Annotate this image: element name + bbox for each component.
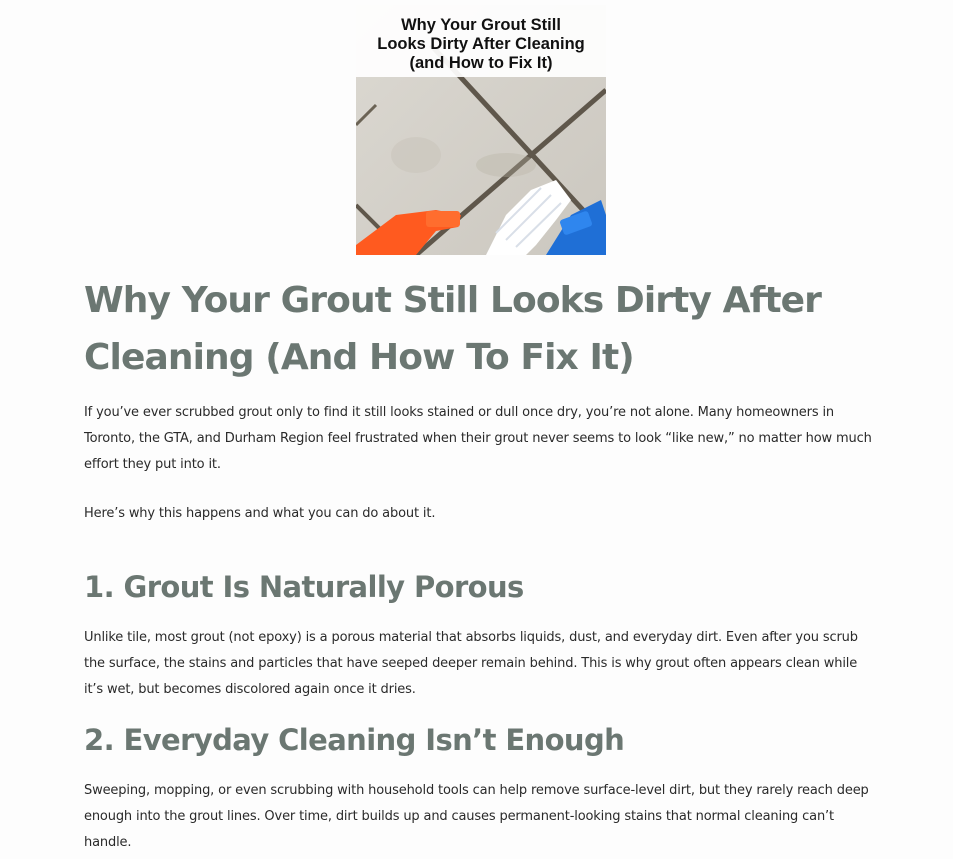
section-heading: 1. Grout Is Naturally Porous	[84, 570, 524, 604]
article-hero-image	[356, 5, 606, 255]
hero-caption-line: (and How to Fix It)	[409, 54, 553, 72]
section-paragraph: Sweeping, mopping, or even scrubbing with household tools can help remove surface-level dirt, but they rarely reach deep enough into the grout lines. Over time, dirt builds up and causes permanent-looking stains that normal cleaning can’t handle.	[84, 783, 869, 850]
hero-caption	[356, 5, 606, 77]
intro-paragraph: If you’ve ever scrubbed grout only to find it still looks stained or dull once dry, you’re not alone. Many homeowners in Toronto, the GTA, and Durham Region feel frustrated when their grout never seems to look “like new,” no matter how much effort they put into it.	[84, 405, 872, 472]
hero-caption-line: Looks Dirty After Cleaning	[377, 35, 585, 53]
section-heading: 2. Everyday Cleaning Isn’t Enough	[84, 723, 625, 757]
article-title: Why Your Grout Still Looks Dirty After Cleaning (And How To Fix It)	[84, 280, 822, 378]
hero-caption-line: Why Your Grout Still	[401, 16, 561, 34]
lead-in-paragraph: Here’s why this happens and what you can do about it.	[84, 506, 436, 521]
section-paragraph: Unlike tile, most grout (not epoxy) is a porous material that absorbs liquids, dust, and everyday dirt. Even after you scrub the surface, the stains and particles that have seeped deeper remain behind. This is why grout often appears clean while it’s wet, but becomes discolored again once it dries.	[84, 630, 858, 697]
